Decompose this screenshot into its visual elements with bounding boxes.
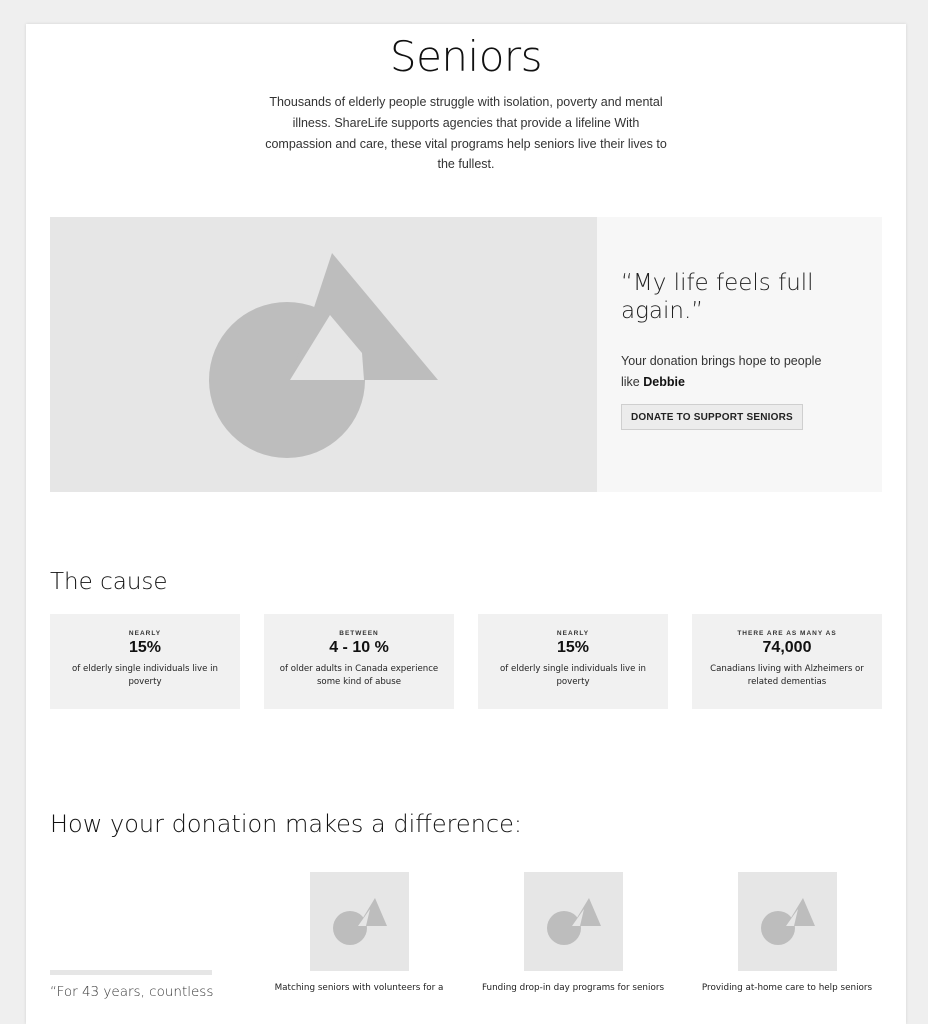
page-title: Seniors: [389, 32, 543, 81]
donate-button[interactable]: DONATE TO SUPPORT SENIORS: [621, 404, 803, 430]
stat-value: 15%: [556, 639, 590, 656]
program-card[interactable]: [474, 872, 672, 994]
stat-card: [264, 614, 454, 709]
intro-text: Thousands of elderly people struggle with isolation, poverty and mental illness. ShareLife supports agencies that provide a lifeline With compassion and care, these vital programs help seniors live their lives to the fullest.: [265, 95, 667, 172]
stat-card: [478, 614, 668, 709]
hero-quote: “My life feels full again.”: [621, 270, 814, 324]
program-caption: Funding drop-in day programs for seniors: [481, 983, 665, 993]
stat-description: of elderly single individuals live in poverty: [72, 664, 218, 687]
stat-description: of older adults in Canada experience some kind of abuse: [279, 664, 439, 687]
program-image: [738, 872, 837, 971]
placeholder-shapes-icon: [310, 872, 409, 971]
program-card[interactable]: [260, 872, 458, 994]
stat-card: [50, 614, 240, 709]
stat-value: 15%: [128, 639, 162, 656]
cause-stats: [50, 614, 883, 709]
cause-heading: The cause: [50, 569, 168, 595]
stat-value: 4 - 10 %: [329, 639, 389, 656]
placeholder-shapes-icon: [50, 217, 597, 492]
testimonial-quote: “For 43 years, countless: [50, 984, 214, 1000]
stat-card: [692, 614, 882, 709]
hero-person-name: Debbie: [643, 375, 685, 389]
stat-prefix: BETWEEN: [339, 630, 379, 637]
testimonial-divider: [50, 970, 212, 975]
placeholder-shapes-icon: [738, 872, 837, 971]
program-caption: Providing at-home care to help seniors: [701, 983, 873, 993]
stat-prefix: NEARLY: [128, 630, 162, 637]
hero-banner: [50, 217, 882, 492]
stat-description: of elderly single individuals live in poverty: [500, 664, 646, 687]
program-image: [310, 872, 409, 971]
program-image: [524, 872, 623, 971]
placeholder-shapes-icon: [524, 872, 623, 971]
difference-heading: How your donation makes a difference:: [50, 810, 522, 838]
program-caption: Matching seniors with volunteers for a: [274, 983, 444, 993]
hero-copy-panel: [597, 217, 882, 492]
stat-value: 74,000: [762, 639, 812, 656]
stat-prefix: THERE ARE AS MANY AS: [737, 630, 837, 637]
hero-image: [50, 217, 597, 492]
hero-text-prefix: Your donation brings hope to people like: [621, 354, 822, 389]
stat-description: Canadians living with Alzheimers or related dementias: [710, 664, 864, 687]
stat-prefix: NEARLY: [556, 630, 590, 637]
hero-text: [621, 351, 841, 393]
page: [26, 24, 906, 1024]
program-card[interactable]: [688, 872, 886, 994]
